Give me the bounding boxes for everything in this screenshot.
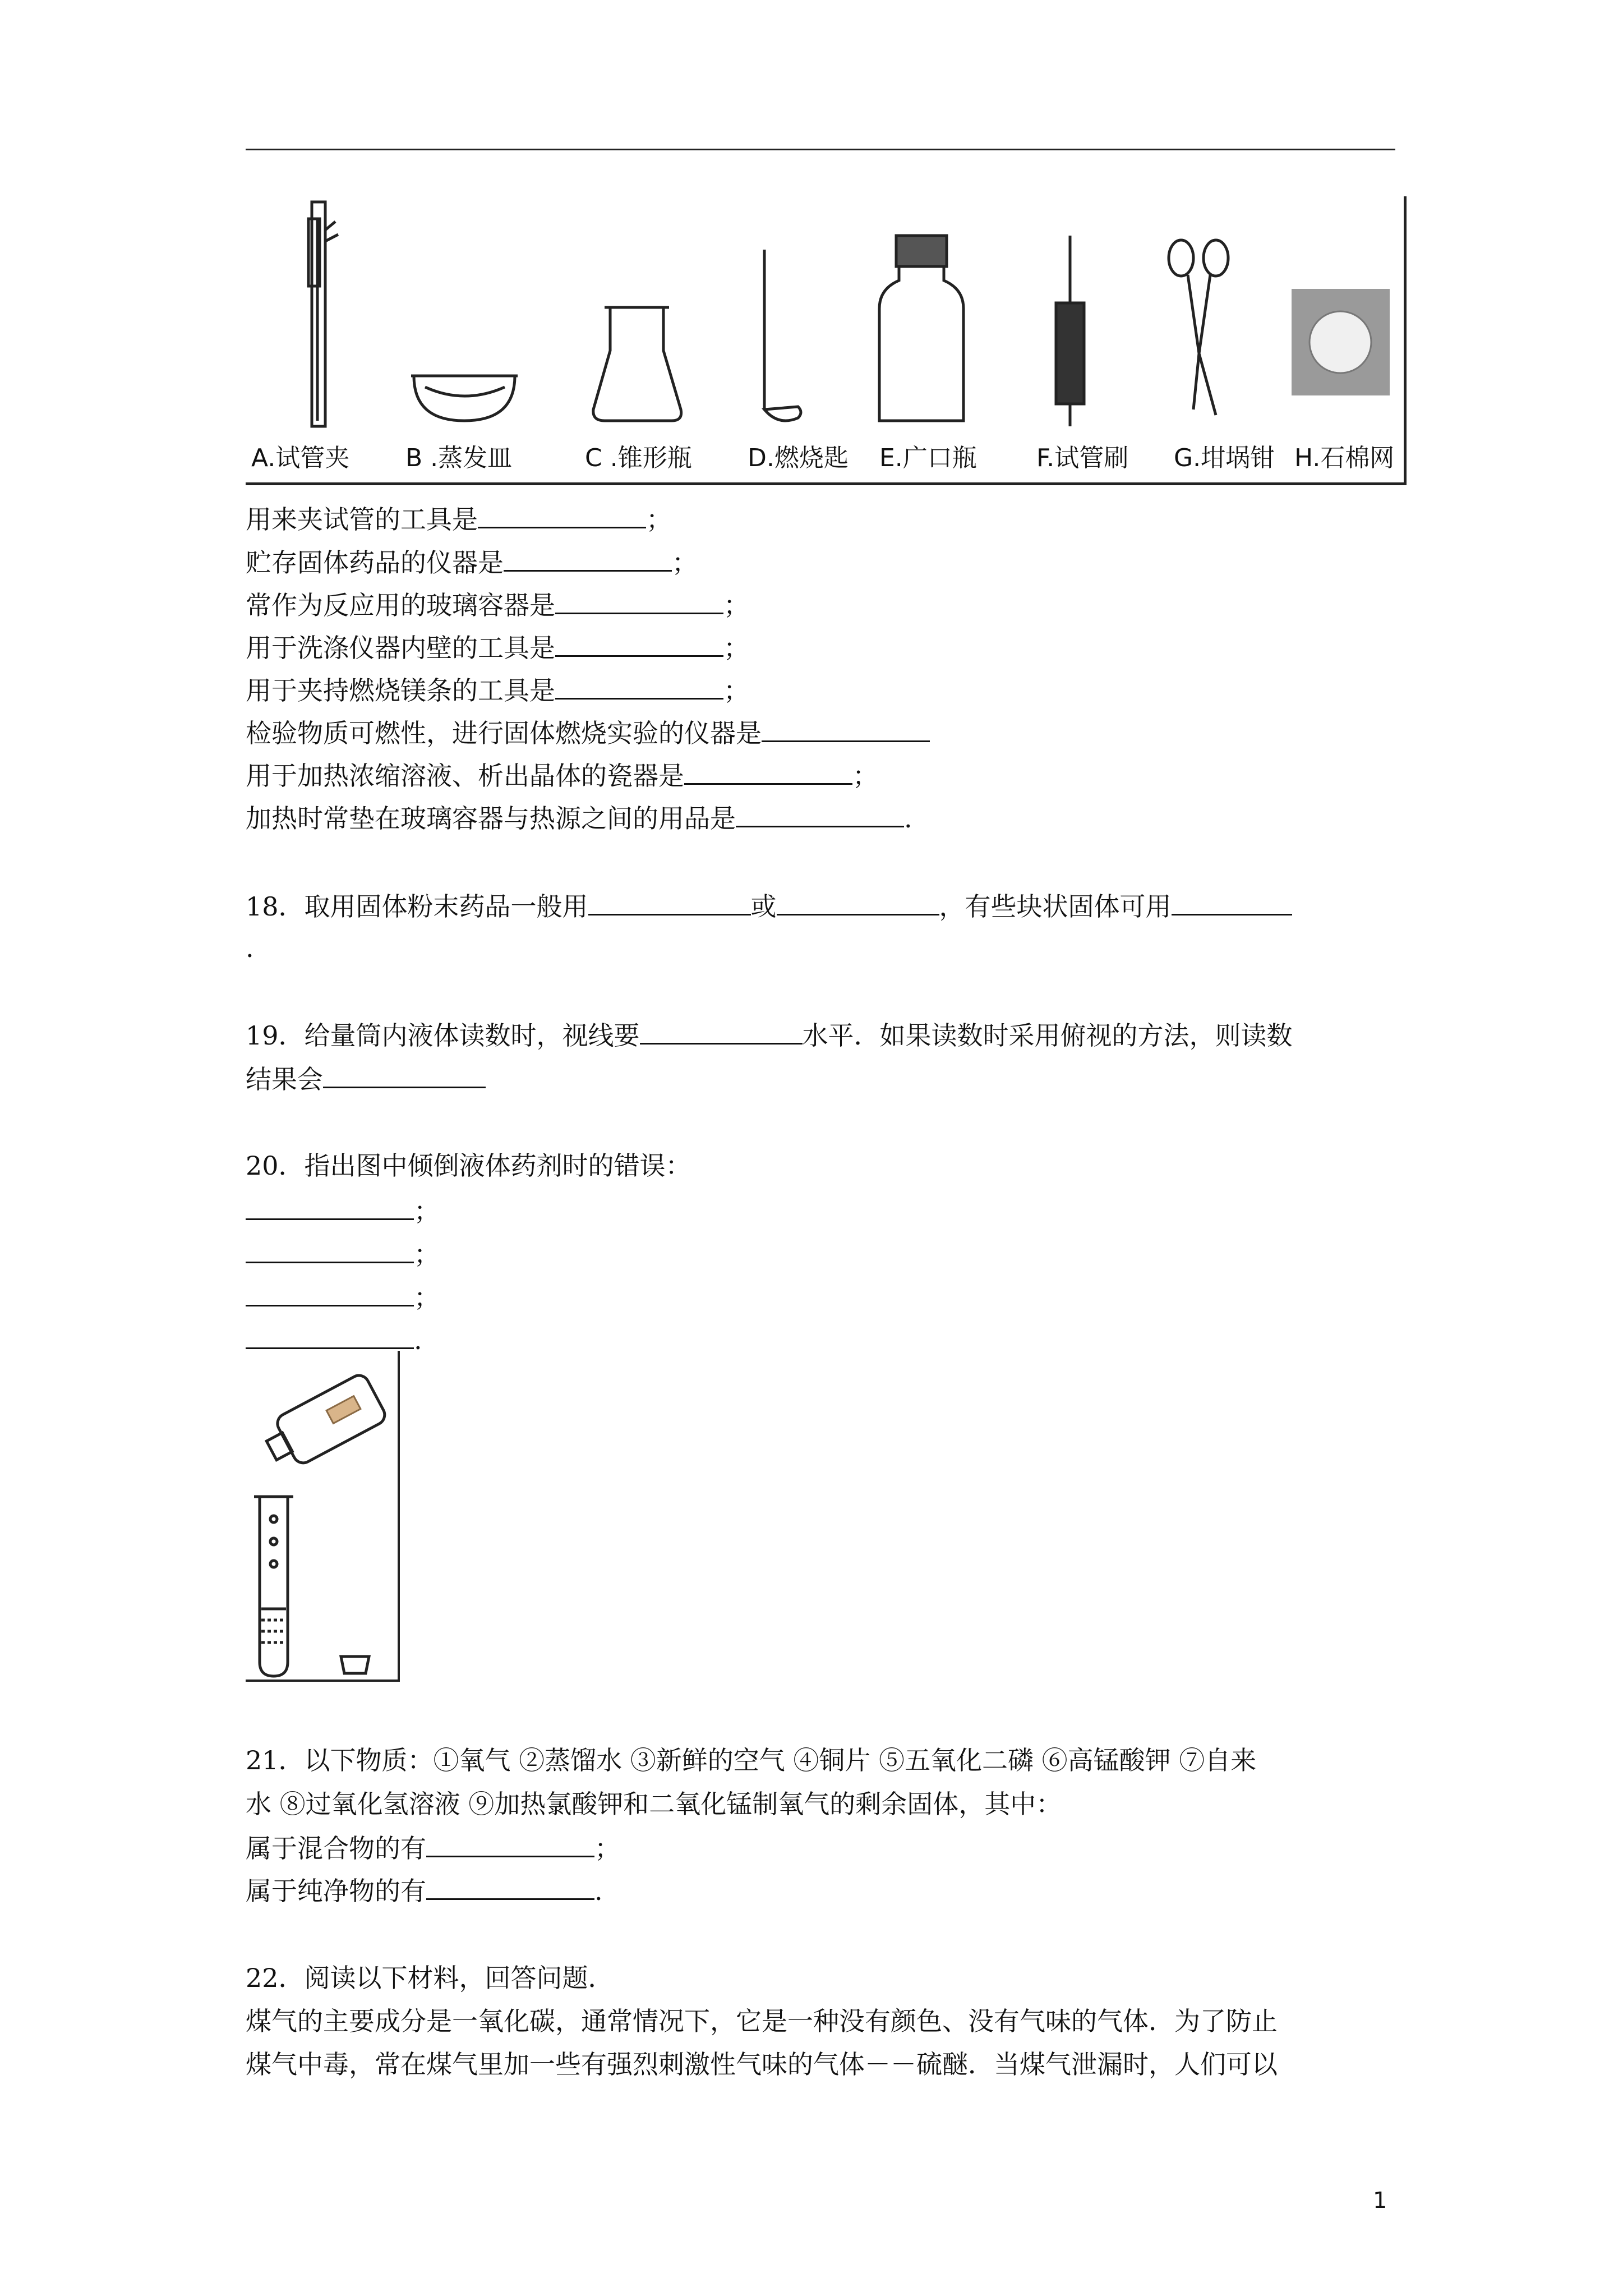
q22-title: 22．阅读以下材料，回答问题．	[246, 1963, 614, 1993]
q17-line-8: 加热时常垫在玻璃容器与热源之间的用品是 .	[246, 801, 912, 834]
q17-line-5: 用于夹持燃烧镁条的工具是 ；	[246, 673, 749, 706]
q17-line-6: 检验物质可燃性，进行固体燃烧实验的仪器是	[246, 716, 930, 749]
answer-blank[interactable]	[478, 502, 646, 528]
answer-blank[interactable]	[426, 1874, 594, 1900]
answer-blank[interactable]	[246, 1280, 414, 1306]
label-a: A.试管夹	[251, 444, 350, 472]
q19-line-2: 结果会	[246, 1062, 486, 1095]
label-e: E.广口瓶	[879, 444, 977, 472]
answer-blank[interactable]	[504, 545, 672, 572]
answer-blank[interactable]	[426, 1831, 594, 1857]
q21-line-1: 21．以下物质：①氧气 ②蒸馏水 ③新鲜的空气 ④铜片 ⑤五氧化二磷 ⑥高锰酸钾 ⑦自来	[246, 1745, 1257, 1775]
answer-blank[interactable]	[246, 1194, 414, 1220]
answer-blank[interactable]	[684, 758, 852, 785]
q20-title: 20．指出图中倾倒液体药剂时的错误：	[246, 1151, 691, 1181]
answer-blank[interactable]	[762, 716, 930, 742]
q22-line-2: 煤气中毒，常在煤气里加一些有强烈刺激性气味的气体－－硫醚．当煤气泄漏时，人们可以	[246, 2049, 1278, 2079]
answer-blank[interactable]	[777, 889, 939, 915]
q21-line-2: 水 ⑧过氧化氢溶液 ⑨加热氯酸钾和二氧化锰制氧气的剩余固体，其中：	[246, 1789, 1062, 1819]
q19-line-1: 19．给量筒内液体读数时，视线要 水平．如果读数时采用俯视的方法，则读数	[246, 1018, 1293, 1051]
q21-mixture: 属于混合物的有 ；	[246, 1831, 620, 1864]
answer-blank[interactable]	[323, 1062, 486, 1088]
pouring-figure	[246, 1351, 400, 1682]
header-rule	[246, 149, 1395, 150]
label-b: B .蒸发皿	[405, 444, 513, 472]
apparatus-figure	[246, 196, 1407, 485]
q17-line-2: 贮存固体药品的仪器是 ；	[246, 545, 698, 578]
q20-blank-1: ；	[246, 1194, 440, 1227]
answer-blank[interactable]	[736, 801, 904, 827]
q17-line-7: 用于加热浓缩溶液、析出晶体的瓷器是 ；	[246, 758, 878, 792]
answer-blank[interactable]	[588, 889, 751, 915]
label-d: D.燃烧匙	[748, 444, 849, 472]
answer-blank[interactable]	[246, 1237, 414, 1263]
page-number: 1	[1373, 2188, 1387, 2214]
q22-line-1: 煤气的主要成分是一氧化碳，通常情况下，它是一种没有颜色、没有气味的气体．为了防止	[246, 2006, 1278, 2036]
q17-line-3: 常作为反应用的玻璃容器是 ；	[246, 588, 749, 621]
q20-blank-3: ；	[246, 1280, 440, 1313]
answer-blank[interactable]	[640, 1018, 803, 1045]
answer-blank[interactable]	[246, 1323, 414, 1349]
q20-blank-2: ；	[246, 1237, 440, 1270]
label-c: C .锥形瓶	[585, 444, 692, 472]
q18-end: .	[246, 933, 254, 963]
q17-line-4: 用于洗涤仪器内壁的工具是 ；	[246, 631, 749, 664]
answer-blank[interactable]	[555, 631, 723, 657]
label-g: G.坩埚钳	[1174, 444, 1275, 472]
q18: 18．取用固体粉末药品一般用 或 ，有些块状固体可用	[246, 889, 1292, 922]
answer-blank[interactable]	[1172, 889, 1292, 915]
q21-pure: 属于纯净物的有 .	[246, 1874, 603, 1907]
pouring-drawing	[246, 1351, 400, 1682]
answer-blank[interactable]	[555, 673, 723, 700]
label-f: F.试管刷	[1036, 444, 1129, 472]
q17-line-1: 用来夹试管的工具是 ；	[246, 502, 672, 535]
q20-blank-4: .	[246, 1323, 422, 1356]
answer-blank[interactable]	[555, 588, 723, 614]
label-h: H.石棉网	[1294, 444, 1395, 472]
